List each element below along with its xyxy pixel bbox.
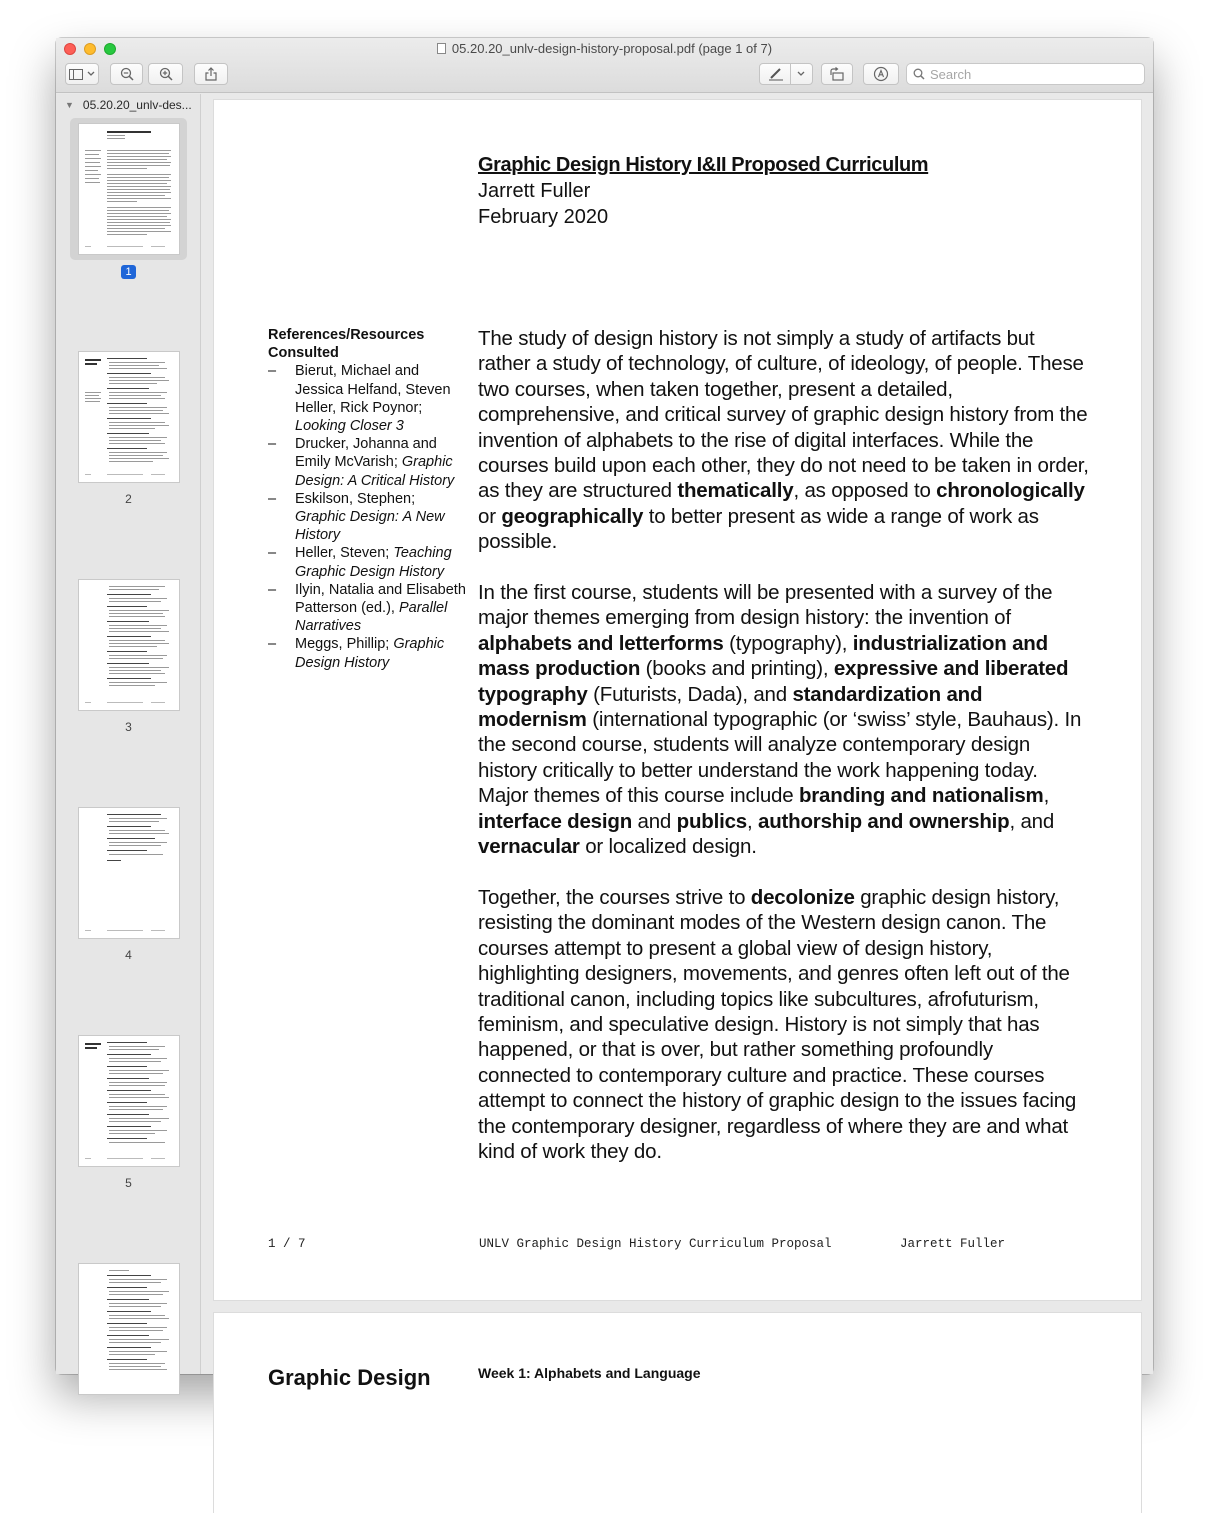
sidebar-file-header[interactable] [65, 98, 192, 112]
document-title: Graphic Design History I&II Proposed Curriculum [478, 154, 929, 176]
footer-author: Jarrett Fuller [900, 1237, 1006, 1251]
search-field[interactable] [906, 63, 1145, 85]
annotate-button[interactable] [863, 63, 899, 85]
pdf-page-2 [214, 1313, 1141, 1513]
emphasized-term: chronologically [936, 479, 1085, 503]
emphasized-term: expressive and liberated typography [478, 657, 1069, 706]
emphasized-term: industrialization and mass production [478, 631, 1048, 681]
body-paragraph [478, 580, 1090, 859]
reference-dash: – [268, 545, 277, 562]
emphasized-term: authorship and ownership [758, 809, 1010, 833]
emphasized-term: decolonize [750, 885, 855, 909]
page-thumbnail-2[interactable] [79, 352, 179, 482]
body-text-run: (typography), [723, 631, 853, 655]
page-thumbnail-5[interactable] [79, 1036, 179, 1166]
document-view[interactable] [202, 94, 1153, 1390]
search-icon [913, 68, 925, 80]
reference-authors: Eskilson, Stephen; [295, 490, 416, 507]
page-number-5: 5 [125, 1176, 132, 1190]
reference-authors: Drucker, Johanna and Emily McVarish; [295, 436, 437, 471]
emphasized-term: standardization and modernism [478, 682, 983, 732]
document-author: Jarrett Fuller [478, 180, 591, 202]
emphasized-term: vernacular [478, 835, 580, 859]
document-date: February 2020 [478, 206, 609, 228]
share-button[interactable] [194, 63, 228, 85]
body-text-run: , and [1009, 809, 1055, 833]
body-text-run: , [747, 809, 758, 833]
body-text-run: , [1043, 784, 1050, 808]
reference-item [268, 362, 468, 435]
page-number-3: 3 [125, 720, 132, 734]
share-icon [205, 67, 217, 81]
reference-item [268, 435, 468, 490]
body-text-run: In the first course, students will be presented with a survey of the major themes emerging from design history: the invention of [478, 581, 1053, 630]
emphasized-term: branding and nationalism [798, 784, 1044, 808]
pdf-document-icon [437, 43, 446, 54]
emphasized-term: geographically [501, 504, 644, 528]
emphasized-term: interface design [478, 809, 633, 833]
body-text-run: Together, the courses strive to [478, 885, 751, 909]
reference-dash: – [268, 581, 277, 598]
body-text-run: graphic design history, resisting the dominant modes of the Western design canon. The courses attempt to present a global view of design history, highlighting designers, movements, and genres often left out of the traditional canon, including topics like subcultures, afrofuturism, feminism, and speculative design. History is not simply that has happened, or that is over, but rather something profoundly connected to contemporary culture and practice. These courses attempt to connect the history of graphic design to the issues facing the contemporary designer, regardless of where they are and what kind of work they do. [478, 885, 1077, 1163]
body-text-run: to better present as wide a range of work as possible. [478, 504, 1039, 554]
markup-circle-icon [873, 66, 889, 82]
reference-item [268, 635, 468, 671]
body-text-run: or localized design. [579, 835, 757, 859]
reference-authors: Heller, Steven; [295, 545, 394, 562]
chevron-down-icon [797, 71, 805, 77]
sidebar-file-label: 05.20.20_unlv-des... [82, 98, 192, 112]
page2-section-heading: Graphic Design [268, 1365, 431, 1390]
page-thumbnail-4[interactable] [79, 808, 179, 938]
body-text [478, 326, 1090, 1190]
reference-dash: – [268, 363, 277, 380]
footer-document-title: UNLV Graphic Design History Curriculum Proposal [479, 1237, 832, 1251]
zoom-in-button[interactable] [148, 63, 183, 85]
search-input[interactable] [930, 67, 1130, 82]
body-paragraph [478, 326, 1090, 555]
pdf-page-1 [214, 100, 1141, 1300]
references-list [268, 362, 468, 671]
reference-item [268, 544, 468, 580]
reference-dash: – [268, 490, 277, 507]
reference-title: Graphic Design: A New History [295, 509, 445, 544]
chevron-down-icon [87, 71, 95, 77]
reference-item [268, 490, 468, 545]
body-text-run: and [632, 809, 677, 833]
reference-authors: Bierut, Michael and Jessica Helfand, Steven Heller, Rick Poynor; [295, 363, 451, 416]
window-title-bar-text [56, 41, 1153, 56]
body-text-run: , as opposed to [793, 479, 937, 503]
reference-title: Graphic Design History [295, 636, 445, 671]
emphasized-term: alphabets and letterforms [478, 631, 724, 655]
references-heading: References/Resources Consulted [268, 327, 425, 362]
markup-highlight-button[interactable] [759, 63, 813, 85]
rotate-button[interactable] [821, 63, 853, 85]
page-thumbnail-1[interactable] [79, 124, 179, 254]
reference-title: Looking Closer 3 [295, 418, 404, 435]
body-text-run: or [478, 504, 502, 528]
page-number-4: 4 [125, 948, 132, 962]
emphasized-term: thematically [677, 479, 794, 503]
body-text-run: The study of design history is not simply a study of artifacts but rather a study of technology, of culture, of ideology, of people. These two courses, when taken together, present a detailed, comprehensive, and critical survey of graphic design history from the invention of alphabets to the rise of digital interfaces. While the courses build upon each other, they do not need to be taken in order, as they are structured [478, 327, 1089, 503]
body-text-run: (international typographic (or ‘swiss’ style, Bauhaus). In the second course, students will analyze contemporary design history critically to better understand the work happening today. Major themes of this course include [478, 708, 1082, 808]
body-paragraph [478, 885, 1090, 1164]
page-thumbnail-3[interactable] [79, 580, 179, 710]
magnifier-plus-icon [159, 67, 173, 81]
body-text-run: (books and printing), [640, 657, 834, 681]
magnifier-minus-icon [120, 67, 134, 81]
emphasized-term: publics [676, 809, 747, 833]
zoom-out-button[interactable] [110, 63, 143, 85]
page-number-2: 2 [125, 492, 132, 506]
sidebar-toggle-button[interactable] [65, 63, 99, 85]
reference-title: Teaching Graphic Design History [295, 545, 452, 580]
reference-title: Graphic Design: A Critical History [295, 454, 455, 489]
preview-window [56, 38, 1153, 1390]
window-title: 05.20.20_unlv-design-history-proposal.pdf (page 1 of 7) [451, 41, 773, 56]
reference-title: Parallel Narratives [295, 600, 448, 635]
page-number-1: 1 [56, 264, 201, 279]
references-column [268, 326, 468, 672]
reference-dash: – [268, 436, 277, 453]
titlebar [56, 38, 1153, 93]
page2-week-heading: Week 1: Alphabets and Language [478, 1365, 701, 1381]
body-text-run: (Futurists, Dada), and [587, 682, 793, 706]
rotate-icon [829, 67, 845, 81]
reference-dash: – [268, 636, 277, 653]
reference-item [268, 581, 468, 636]
pen-icon [768, 67, 784, 81]
disclosure-triangle-icon[interactable]: ▼ [65, 100, 74, 110]
reference-authors: Ilyin, Natalia and Elisabeth Patterson (ed.), [295, 581, 466, 617]
page-thumbnail-6[interactable] [79, 1264, 179, 1394]
sidebar-icon [69, 69, 83, 80]
footer-page-number: 1 / 7 [268, 1237, 306, 1251]
thumbnail-sidebar [56, 94, 201, 1374]
reference-authors: Meggs, Phillip; [295, 636, 394, 653]
